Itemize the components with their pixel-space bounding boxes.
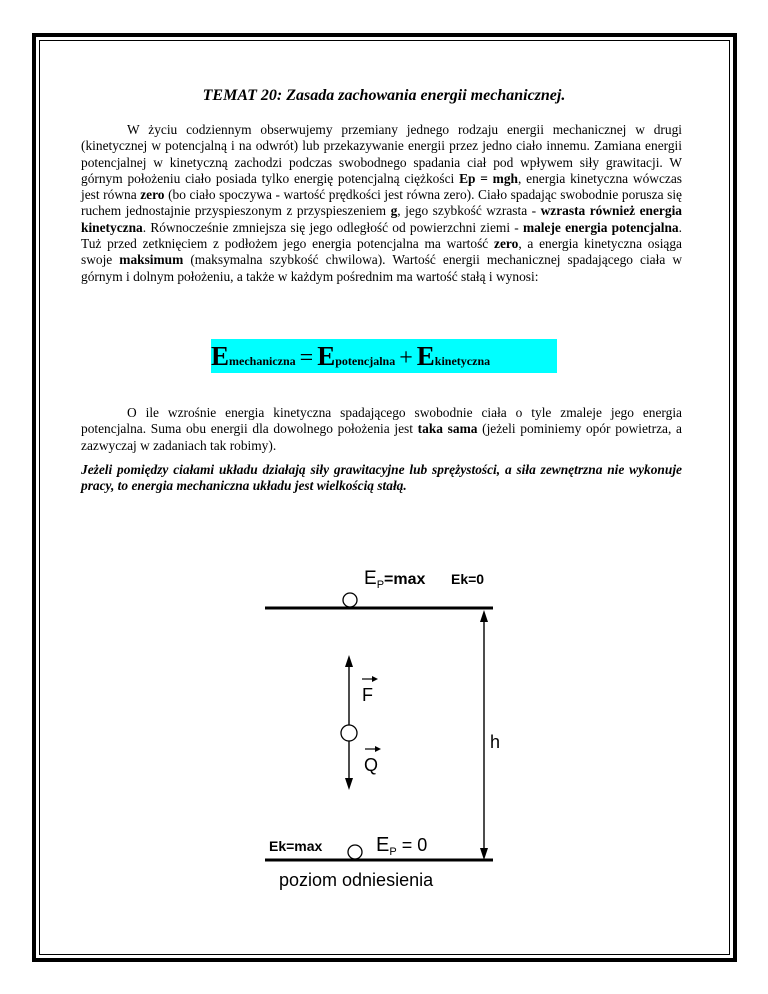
intro-paragraph: W życiu codziennym obserwujemy przemiany jednego rodzaju energii mechanicznej w drugi (kinetycznej w potencjalną i na odwrót) lub przekazywanie energii przez jedno ciało innemu. Zamiana energii potencjalnej w kinetyczną zachodzi podczas swobodnego spadania ciał pod wpływem siły grawitacji. W górnym położeniu ciało posiada tylko energię potencjalną ciężkości Ep = mgh, energia kinetyczna wówczas jest równa zero (bo ciało spoczywa - wartość prędkości jest równa zero). Ciało spadając swobodnie porusza się ruchem jednostajnie przyspieszonym z przyspieszeniem g, jego szybkość wzrasta - wzrasta również energia kinetyczna. Równocześnie zmniejsza się jego odległość od powierzchni ziemi - maleje energia potencjalna. Tuż przed zetknięciem z podłożem jego energia potencjalna ma wartość zero, a energia kinetyczna osiąga swoje maksimum (maksymalna szybkość chwilowa). Wartość energii mechanicznej spadającego ciała w górnym i dolnym położeniu, a także w każdym pośrednim ma wartość stałą i wynosi: bbox=[81, 122, 682, 284]
reference-level-label: poziom odniesienia bbox=[279, 870, 434, 890]
ball-bottom bbox=[348, 845, 362, 859]
energy-formula: Emechaniczna = Epotencjalna + Ekinetyczna bbox=[211, 341, 491, 371]
top-ek-label: Ek=0 bbox=[451, 571, 485, 587]
ball-top bbox=[343, 593, 357, 607]
bottom-ep-label: $E_P = 0$ bbox=[376, 834, 428, 858]
bottom-ek-label: Ek=max bbox=[269, 838, 323, 854]
force-f-arrowhead bbox=[345, 655, 353, 667]
force-q-arrowhead bbox=[345, 778, 353, 790]
force-q-label: Q bbox=[364, 755, 379, 775]
ball-middle bbox=[341, 725, 357, 741]
sum-paragraph: O ile wzrośnie energia kinetyczna spadającego swobodnie ciała o tyle zmaleje jego energia potencjalna. Suma obu energii dla dowolnego położenia jest taka sama (jeżeli pominiemy opór powietrza, a zazwyczaj w zadaniach tak robimy). bbox=[81, 405, 682, 453]
height-label: h bbox=[490, 732, 501, 752]
page-title: TEMAT 20: Zasada zachowania energii mechanicznej. bbox=[202, 87, 566, 104]
conservation-principle: Jeżeli pomiędzy ciałami układu działają siły grawitacyjne lub sprężystości, a siła zewnętrzna nie wykonuje pracy, to energia mechaniczna układu jest wielkością stałą. bbox=[81, 462, 682, 494]
top-ep-label: $E_P^{=max}$ bbox=[364, 568, 426, 591]
force-f-label: F bbox=[362, 685, 373, 705]
